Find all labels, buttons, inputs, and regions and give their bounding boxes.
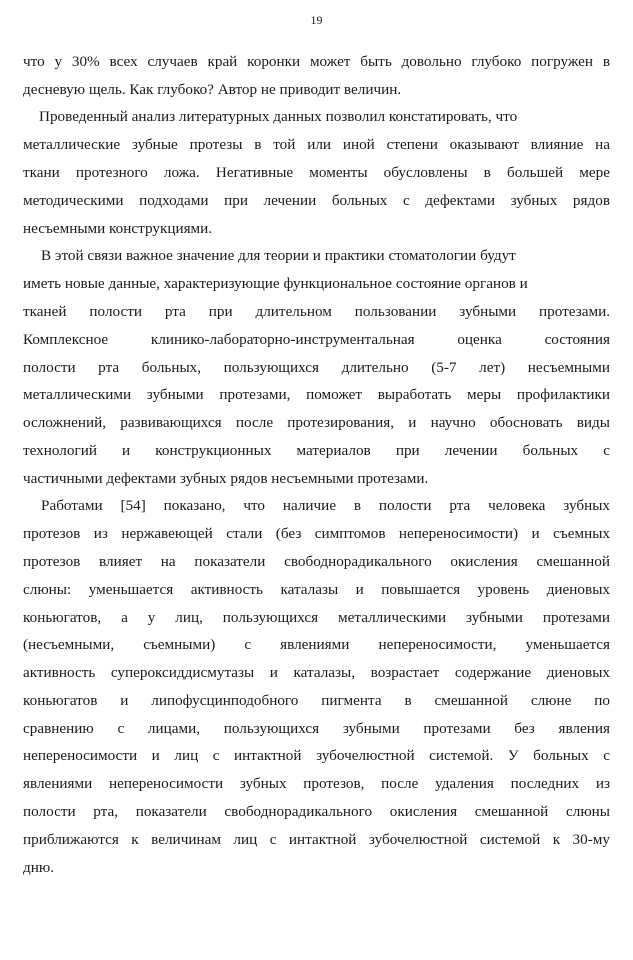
text-line: тканей полости рта при длительном пользовании зубными протезами. (23, 303, 610, 320)
text-line: полости рта больных, пользующихся длительно (5-7 лет) несъемными (23, 359, 610, 376)
text-line: дню. (23, 859, 54, 876)
text-line: полости рта, показатели свободнорадикального окисления смешанной слюны (23, 803, 610, 820)
text-line: частичными дефектами зубных рядов несъемными протезами. (23, 470, 429, 487)
text-line: Комплексное клинико-лабораторно-инструментальная оценка состояния (23, 331, 610, 348)
text-line: методическими подходами при лечении больных с дефектами зубных рядов (23, 192, 610, 209)
text-line: что у 30% всех случаев край коронки может быть довольно глубоко погружен в (23, 53, 610, 70)
page-number: 19 (310, 13, 323, 27)
text-line: осложнений, развивающихся после протезирования, и научно обосновать виды (23, 414, 610, 431)
text-line: явлениями непереносимости зубных протезов, после удаления последних из (23, 775, 610, 792)
text-line: непереносимости и лиц с интактной зубочелюстной системой. У больных с (23, 747, 610, 764)
text-line: приближаются к величинам лиц с интактной зубочелюстной системой к 30-му (23, 831, 610, 848)
text-line: коньюгатов и липофусцинподобного пигмента в смешанной слюне по (23, 692, 610, 709)
text-line: активность супероксиддисмутазы и каталазы, возрастает содержание диеновых (23, 664, 610, 681)
text-line: (несъемными, съемными) с явлениями непереносимости, уменьшается (23, 636, 610, 653)
text-line: В этой связи важное значение для теории и практики стоматологии будут (41, 247, 516, 264)
text-line: слюны: уменьшается активность каталазы и повышается уровень диеновых (23, 581, 610, 598)
text-line: металлические зубные протезы в той или иной степени оказывают влияние на (23, 136, 610, 153)
text-line: Проведенный анализ литературных данных позволил констатировать, что (39, 108, 518, 125)
text-line: Работами [54] показано, что наличие в полости рта человека зубных (41, 497, 610, 514)
text-line: протезов влияет на показатели свободнорадикального окисления смешанной (23, 553, 610, 570)
text-line: сравнению с лицами, пользующихся зубными протезами без явления (23, 720, 610, 737)
text-line: несъемными конструкциями. (23, 220, 213, 237)
text-line: протезов из нержавеющей стали (без симптомов непереносимости) и съемных (23, 525, 610, 542)
text-line: десневую щель. Как глубоко? Автор не приводит величин. (23, 81, 402, 98)
text-line: коньюгатов, а у лиц, пользующихся металлическими зубными протезами (23, 609, 610, 626)
text-line: ткани протезного ложа. Негативные моменты обусловлены в большей мере (23, 164, 610, 181)
text-line: технологий и конструкционных материалов при лечении больных с (23, 442, 610, 459)
text-line: иметь новые данные, характеризующие функциональное состояние органов и (23, 275, 528, 292)
text-line: металлическими зубными протезами, поможет выработать меры профилактики (23, 386, 610, 403)
